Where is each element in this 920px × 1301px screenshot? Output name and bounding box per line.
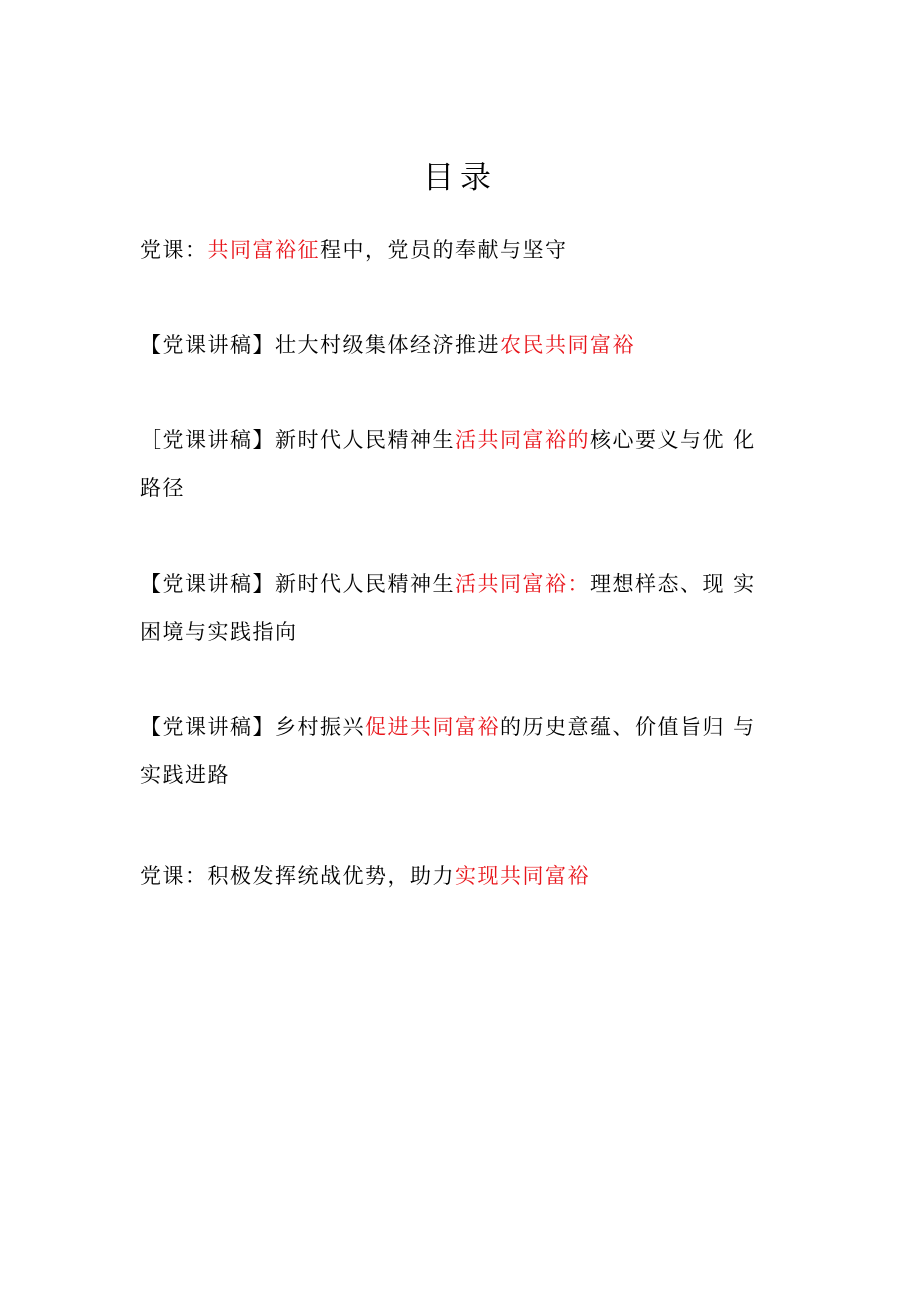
- entry-highlight: 活共同富裕的: [455, 428, 590, 452]
- toc-entry-4[interactable]: [140, 560, 790, 656]
- entry-text: ［党课讲稿】新时代人民精神生: [140, 428, 455, 452]
- entry-text: 路径: [140, 476, 185, 500]
- entry-text: 核心要义与优 化: [590, 428, 756, 452]
- toc-entry-line: [140, 464, 790, 512]
- toc-entry-line: [140, 321, 790, 369]
- toc-entry-line: [140, 608, 790, 656]
- entry-text: 困境与实践指向: [140, 620, 298, 644]
- toc-entry-line: [140, 852, 790, 900]
- toc-entry-line: [140, 226, 790, 274]
- toc-entry-2[interactable]: [140, 321, 790, 369]
- entry-text: 【党课讲稿】新时代人民精神生: [140, 572, 455, 596]
- entry-text: 实践进路: [140, 763, 230, 787]
- toc-entry-line: [140, 703, 790, 751]
- entry-text: 【党课讲稿】壮大村级集体经济推进: [140, 333, 500, 357]
- entry-text: 理想样态、现 实: [590, 572, 756, 596]
- entry-text: 党课：积极发挥统战优势，助力: [140, 864, 455, 888]
- entry-text: 【党课讲稿】乡村振兴: [140, 715, 365, 739]
- entry-highlight: 共同富裕征: [207, 238, 320, 262]
- page-title: 目录: [423, 160, 497, 196]
- toc-entry-line: [140, 560, 790, 608]
- entry-highlight: 活共同富裕：: [455, 572, 590, 596]
- toc-entry-line: [140, 751, 790, 799]
- entry-highlight: 促进共同富裕: [365, 715, 500, 739]
- toc-entry-line: [140, 416, 790, 464]
- toc-entry-5[interactable]: [140, 703, 790, 799]
- toc-entry-1[interactable]: [140, 226, 790, 274]
- toc-entry-3[interactable]: [140, 416, 790, 512]
- entry-highlight: 实现共同富裕: [455, 864, 590, 888]
- toc-entry-6[interactable]: [140, 852, 790, 900]
- entry-text: 的历史意蕴、价值旨归 与: [500, 715, 756, 739]
- entry-text: 党课：: [140, 238, 208, 262]
- entry-text: 程中，党员的奉献与坚守: [320, 238, 568, 262]
- entry-highlight: 农民共同富裕: [500, 333, 635, 357]
